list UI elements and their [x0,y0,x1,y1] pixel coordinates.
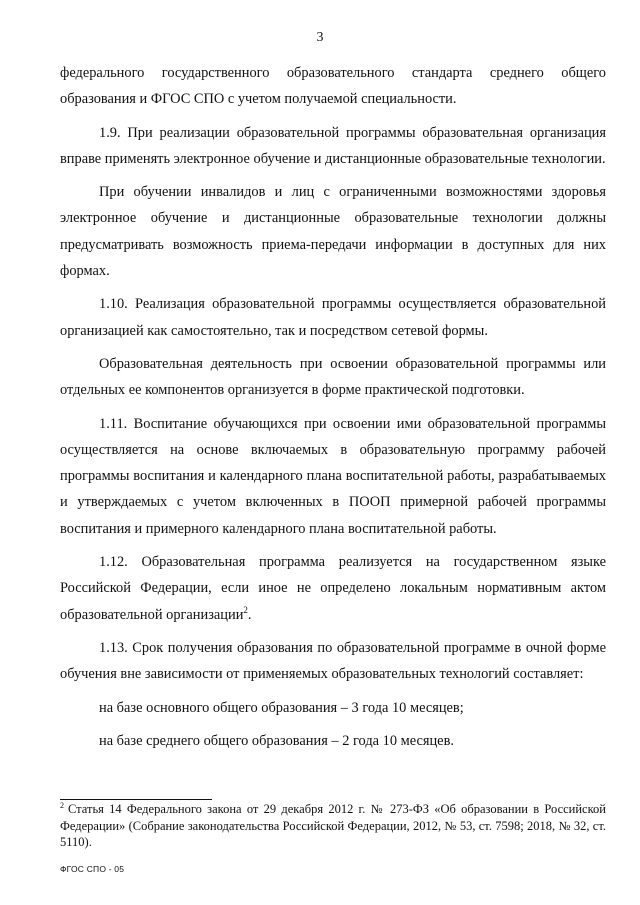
paragraph-1: федерального государственного образовательного стандарта среднего общего образования и ФГОС СПО с учетом получаемой специальности. [60,65,606,108]
paragraph-2: 1.9. При реализации образовательной программы образовательная организация вправе применять электронное обучение и дистанционные образовательные технологии. [60,124,606,167]
paragraph-7-end: . [247,606,252,623]
paragraph-5: Образовательная деятельность при освоении образовательной программы или отдельных ее компонентов организуется в форме практической подготовки. [60,355,606,399]
paragraph-10: на базе среднего общего образования – 2 года 10 месяцев. [99,732,454,749]
footer-code: ФГОС СПО - 05 [60,864,125,874]
paragraph-4: 1.10. Реализация образовательной программы осуществляется образовательной организацией как самостоятельно, так и посредством сетевой формы. [60,296,606,339]
paragraph-7 [60,549,606,628]
footnote-reference[interactable]: 2 [243,604,248,615]
page-number: 3 [316,30,324,45]
footnote-text: Статья 14 Федерального закона от 29 декабря 2012 г. № 273-ФЗ «Об образовании в Российской Федерации» (Собрание законодательства Российской Федерации, 2012, № 53, ст. 7598; 2018, № 32, ст. 5110). [60,802,606,850]
footnote [60,801,606,851]
paragraph-6: 1.11. Воспитание обучающихся при освоении ими образовательной программы осуществляется на основе включаемых в образовательную программу рабочей программы воспитания и календарного плана воспитательной работы, разрабатываемых и утверждаемых с учетом включенных в ПООП примерной рабочей программы воспитания и примерного календарного плана воспитательной работы. [60,415,606,537]
paragraph-9: на базе основного общего образования – 3 года 10 месяцев; [99,699,464,716]
paragraph-7-text: 1.12. Образовательная программа реализуется на государственном языке Российской Федерации, если иное не определено локальным нормативным актом образовательной организации [60,554,606,623]
document-body [60,60,606,754]
paragraph-3: При обучении инвалидов и лиц с ограниченными возможностями здоровья электронное обучение и дистанционные образовательные технологии должны предусматривать возможность приема-передачи информации в доступных для них формах. [60,184,606,280]
footnote-divider [60,799,212,800]
paragraph-8: 1.13. Срок получения образования по образовательной программе в очной форме обучения вне зависимости от применяемых образовательных технологий составляет: [60,639,606,683]
footnote-number: 2 [60,800,64,810]
